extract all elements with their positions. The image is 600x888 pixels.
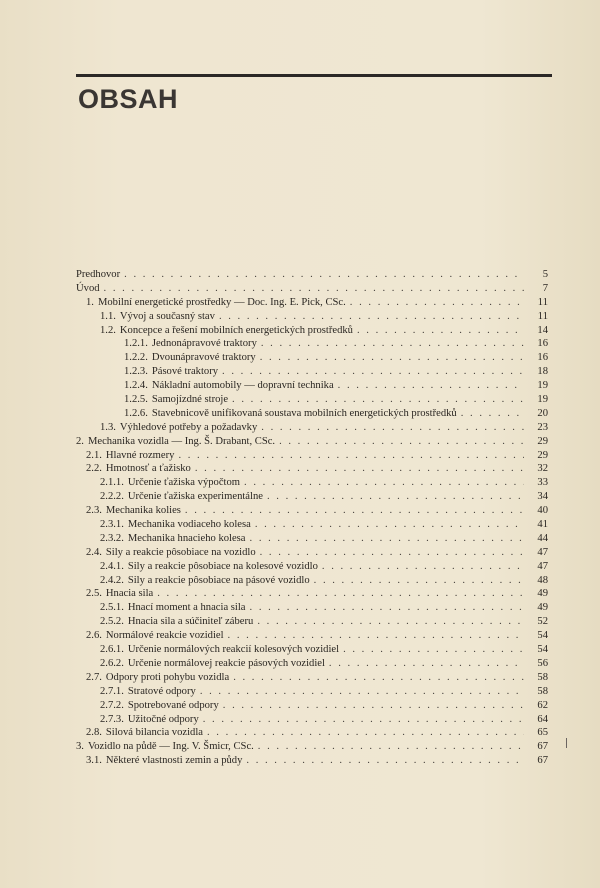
- dot-leader: [104, 282, 524, 296]
- toc-entry: [76, 504, 548, 518]
- dot-leader: [246, 754, 524, 768]
- dot-leader: [350, 296, 524, 310]
- toc-entry-number: 2.5.2.: [100, 616, 124, 628]
- toc-entry-title: Mechanika vozidla — Ing. Š. Drabant, CSc.: [87, 435, 276, 447]
- toc-entry-number: 1.2.4.: [124, 380, 148, 392]
- dot-leader: [461, 407, 524, 421]
- dot-leader: [244, 476, 524, 490]
- toc-entry-page: 29: [537, 435, 548, 447]
- toc-entry-page: 16: [537, 338, 548, 350]
- dot-leader: [200, 685, 524, 699]
- toc-entry-page: 29: [537, 449, 548, 461]
- toc-entry-page: 64: [537, 713, 548, 725]
- toc-entry: [76, 296, 548, 310]
- dot-leader: [195, 462, 524, 476]
- toc-entry: [76, 393, 548, 407]
- toc-entry-page: 18: [537, 366, 548, 378]
- toc-entry-title: Hmotnosť a ťažisko: [105, 463, 191, 475]
- toc-entry-title: Samojízdné stroje: [151, 394, 229, 406]
- top-rule: [76, 74, 552, 77]
- toc-entry-title: Jednonápravové traktory: [151, 338, 257, 350]
- toc-entry-number: 1.2.: [100, 324, 116, 336]
- toc-entry-title: Určenie ťažiska experimentálne: [127, 491, 263, 503]
- dot-leader: [203, 713, 524, 727]
- toc-entry-title: Stavebnicově unifikovaná soustava mobilních energetických prostředků: [151, 407, 457, 419]
- toc-entry-title: Vozidlo na půdě — Ing. V. Šmicr, CSc.: [87, 741, 254, 753]
- toc-entry-title: Hlavné rozmery: [105, 449, 175, 461]
- toc-entry: [76, 518, 548, 532]
- toc-entry-number: 2.7.3.: [100, 713, 124, 725]
- toc-entry-page: 5: [542, 269, 548, 280]
- toc-entry-title: Výhledové potřeby a požadavky: [119, 421, 258, 433]
- dot-leader: [258, 740, 524, 754]
- toc-entry-number: 2.7.2.: [100, 699, 124, 711]
- toc-entry-title: Mechanika vodiaceho kolesa: [127, 519, 251, 531]
- toc-entry-page: 54: [537, 644, 548, 656]
- toc-entry-number: 2.4.: [86, 546, 102, 558]
- toc-entry-page: 7: [542, 282, 548, 294]
- margin-mark: [566, 738, 567, 748]
- toc-entry-page: 32: [537, 463, 548, 475]
- toc-entry-title: Normálové reakcie vozidiel: [105, 630, 224, 642]
- toc-entry-number: 2.4.1.: [100, 560, 124, 572]
- toc-entry-title: Užitočné odpory: [127, 713, 199, 725]
- toc-entry-number: 1.2.2.: [124, 352, 148, 364]
- toc-entry-number: 1.2.5.: [124, 394, 148, 406]
- toc-entry-title: Spotrebované odpory: [127, 699, 219, 711]
- dot-leader: [250, 601, 524, 615]
- toc-entry-number: 2.6.: [86, 630, 102, 642]
- toc-entry-number: 2.3.2.: [100, 532, 124, 544]
- toc-entry-number: 2.5.: [86, 588, 102, 600]
- toc-entry-page: 23: [537, 421, 548, 433]
- toc-entry-title: Pásové traktory: [151, 366, 219, 378]
- toc-entry: [76, 268, 548, 282]
- dot-leader: [228, 629, 524, 643]
- toc-entry-page: 40: [537, 505, 548, 517]
- dot-leader: [329, 657, 524, 671]
- dot-leader: [178, 449, 524, 463]
- toc-entry-page: 58: [537, 671, 548, 683]
- dot-leader: [233, 671, 524, 685]
- dot-leader: [322, 560, 524, 574]
- toc-entry-number: 2.3.1.: [100, 519, 124, 531]
- toc-entry: [76, 462, 548, 476]
- toc-entry-number: 2.6.2.: [100, 657, 124, 669]
- dot-leader: [157, 587, 524, 601]
- toc-entry-number: 3.1.: [86, 755, 102, 767]
- toc-entry-page: 65: [537, 727, 548, 739]
- dot-leader: [314, 574, 524, 588]
- toc-entry-number: 2.7.1.: [100, 685, 124, 697]
- toc-entry-page: 49: [537, 602, 548, 614]
- dot-leader: [223, 699, 524, 713]
- toc-entry: [76, 560, 548, 574]
- toc-entry: [76, 685, 548, 699]
- toc-entry: [76, 615, 548, 629]
- toc-entry-page: 47: [537, 546, 548, 558]
- toc-entry-number: 2.1.1.: [100, 477, 124, 489]
- toc-entry-page: 52: [537, 616, 548, 628]
- dot-leader: [255, 518, 524, 532]
- toc-entry-title: Vývoj a současný stav: [119, 310, 215, 322]
- toc-entry: [76, 282, 548, 296]
- toc-entry-page: 44: [537, 532, 548, 544]
- toc-entry-page: 16: [537, 352, 548, 364]
- dot-leader: [261, 421, 524, 435]
- dot-leader: [338, 379, 524, 393]
- table-of-contents: [76, 268, 548, 768]
- toc-entry-page: 58: [537, 685, 548, 697]
- toc-entry-page: 20: [537, 407, 548, 419]
- dot-leader: [185, 504, 524, 518]
- toc-entry: [76, 699, 548, 713]
- toc-entry-title: Určenie normálových reakcií kolesových vozidiel: [127, 644, 340, 656]
- toc-entry-page: 19: [537, 394, 548, 406]
- toc-entry: [76, 671, 548, 685]
- dot-leader: [257, 615, 524, 629]
- toc-entry-page: 56: [537, 657, 548, 669]
- toc-entry-number: 2.2.: [86, 463, 102, 475]
- toc-entry-number: 2.6.1.: [100, 644, 124, 656]
- toc-entry: [76, 546, 548, 560]
- toc-entry-title: Odpory proti pohybu vozidla: [105, 671, 230, 683]
- toc-entry-title: Hnacia sila a súčiniteľ záberu: [127, 616, 254, 628]
- toc-entry-page: 67: [537, 741, 548, 753]
- dot-leader: [222, 365, 524, 379]
- toc-entry-number: 3.: [76, 741, 84, 753]
- toc-entry-title: Určenie normálovej reakcie pásových vozidiel: [127, 657, 325, 669]
- toc-entry-page: 67: [537, 755, 548, 767]
- toc-entry-title: Některé vlastnosti zemin a půdy: [105, 755, 243, 767]
- dot-leader: [124, 268, 524, 282]
- toc-entry-title: Mechanika kolies: [105, 505, 181, 517]
- toc-entry-number: 2.7.: [86, 671, 102, 683]
- dot-leader: [260, 351, 524, 365]
- toc-entry: [76, 726, 548, 740]
- toc-entry-title: Hnací moment a hnacia sila: [127, 602, 246, 614]
- toc-entry-number: 2.4.2.: [100, 574, 124, 586]
- toc-entry-page: 14: [537, 324, 548, 336]
- toc-entry-page: 33: [537, 477, 548, 489]
- toc-entry: [76, 407, 548, 421]
- dot-leader: [260, 546, 524, 560]
- toc-entry: [76, 713, 548, 727]
- dot-leader: [232, 393, 524, 407]
- toc-entry-page: 11: [537, 310, 548, 322]
- toc-entry-page: 54: [537, 630, 548, 642]
- toc-entry-page: 62: [537, 699, 548, 711]
- toc-entry-title: Silová bilancia vozidla: [105, 727, 203, 739]
- toc-entry-number: 2.8.: [86, 727, 102, 739]
- toc-entry-page: 19: [537, 380, 548, 392]
- toc-entry-title: Mechanika hnacieho kolesa: [127, 532, 246, 544]
- dot-leader: [357, 324, 524, 338]
- dot-leader: [343, 643, 524, 657]
- toc-entry: [76, 657, 548, 671]
- toc-entry-page: 49: [537, 588, 548, 600]
- toc-entry-title: Určenie ťažiska výpočtom: [127, 477, 241, 489]
- toc-entry: [76, 643, 548, 657]
- toc-entry-title: Sily a reakcie pôsobiace na vozidlo: [105, 546, 256, 558]
- toc-entry: [76, 337, 548, 351]
- toc-entry: [76, 351, 548, 365]
- toc-entry-number: 2.: [76, 435, 84, 447]
- dot-leader: [267, 490, 524, 504]
- toc-entry-number: 2.1.: [86, 449, 102, 461]
- toc-entry-title: Stratové odpory: [127, 685, 196, 697]
- toc-entry-title: Sily a reakcie pôsobiace na pásové vozidlo: [127, 574, 310, 586]
- toc-entry-page: 11: [537, 296, 548, 308]
- toc-entry-title: Hnacia sila: [105, 588, 154, 600]
- dot-leader: [207, 726, 524, 740]
- dot-leader: [261, 337, 524, 351]
- toc-entry-number: 1.2.3.: [124, 366, 148, 378]
- toc-entry: [76, 365, 548, 379]
- toc-entry: [76, 601, 548, 615]
- toc-entry: [76, 421, 548, 435]
- toc-entry-number: 1.3.: [100, 421, 116, 433]
- toc-entry-number: 1.2.1.: [124, 338, 148, 350]
- toc-entry: [76, 754, 548, 768]
- page-heading: OBSAH: [78, 84, 179, 114]
- toc-entry-number: 2.5.1.: [100, 602, 124, 614]
- toc-entry: [76, 379, 548, 393]
- toc-entry-page: 47: [537, 560, 548, 572]
- dot-leader: [279, 435, 524, 449]
- toc-entry: [76, 574, 548, 588]
- dot-leader: [250, 532, 524, 546]
- toc-entry-page: 41: [537, 519, 548, 531]
- toc-entry: [76, 532, 548, 546]
- toc-entry: [76, 629, 548, 643]
- dot-leader: [219, 310, 524, 324]
- toc-entry: [76, 435, 548, 449]
- toc-entry-number: 2.2.2.: [100, 491, 124, 503]
- toc-entry-title: Nákladní automobily — dopravní technika: [151, 380, 334, 392]
- toc-entry: [76, 740, 548, 754]
- toc-entry-page: 34: [537, 491, 548, 503]
- toc-entry: [76, 490, 548, 504]
- toc-entry-number: 1.: [86, 296, 94, 308]
- toc-entry-title: Sily a reakcie pôsobiace na kolesové vozidlo: [127, 560, 318, 572]
- toc-entry-number: 1.2.6.: [124, 407, 148, 419]
- toc-entry-page: 48: [537, 574, 548, 586]
- toc-entry-title: Predhovor: [76, 269, 121, 280]
- toc-entry-title: Koncepce a řešení mobilních energetických prostředků: [119, 324, 353, 336]
- toc-entry: [76, 587, 548, 601]
- toc-entry: [76, 310, 548, 324]
- toc-entry: [76, 449, 548, 463]
- toc-entry: [76, 324, 548, 338]
- toc-entry-number: 1.1.: [100, 310, 116, 322]
- toc-entry-title: Mobilní energetické prostředky — Doc. Ing. E. Pick, CSc.: [97, 296, 346, 308]
- toc-entry-number: 2.3.: [86, 505, 102, 517]
- toc-entry-title: Dvounápravové traktory: [151, 352, 256, 364]
- toc-entry-title: Úvod: [76, 282, 100, 294]
- toc-entry: [76, 476, 548, 490]
